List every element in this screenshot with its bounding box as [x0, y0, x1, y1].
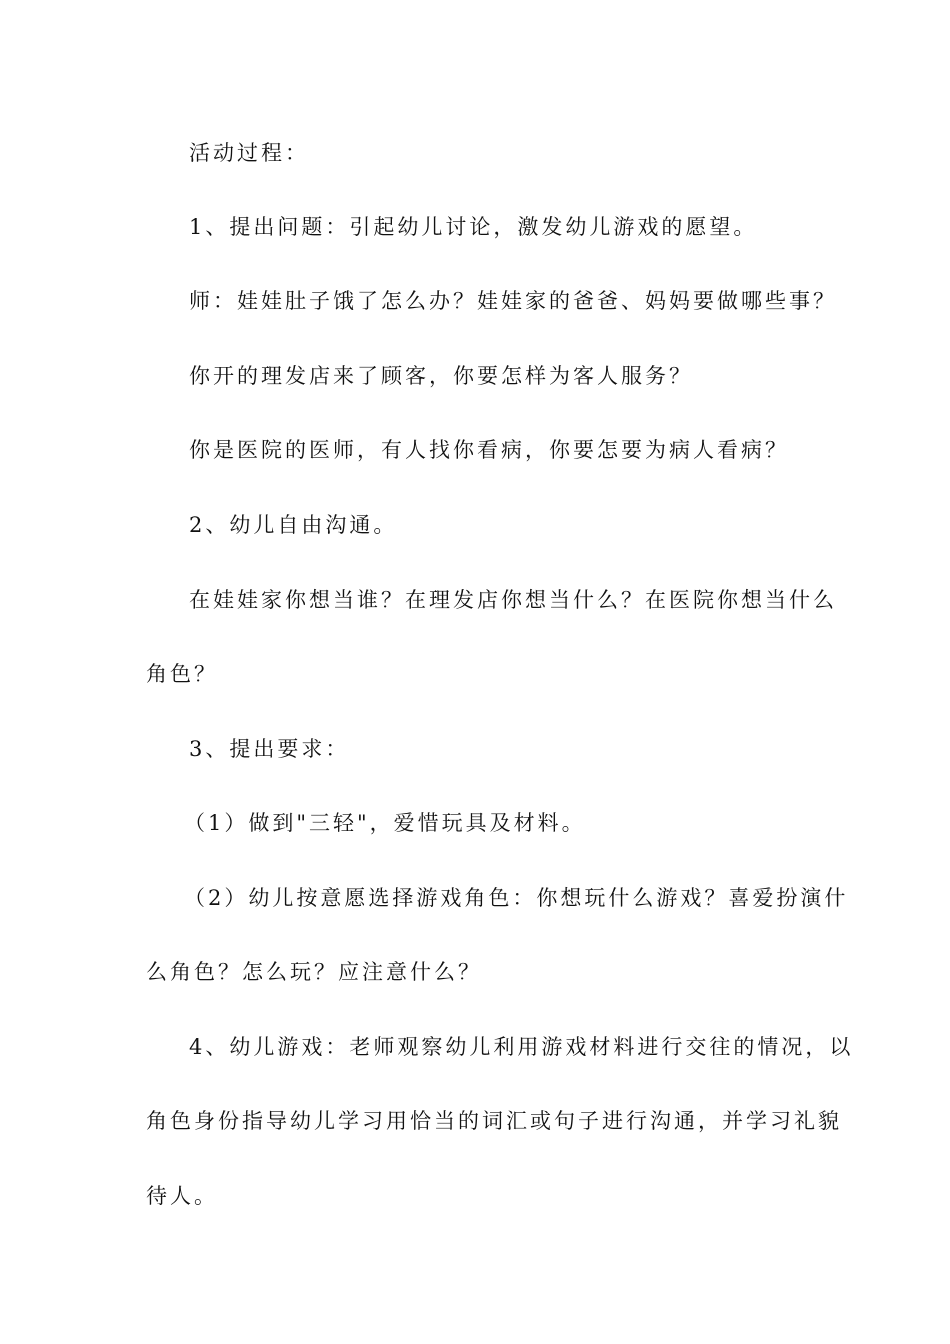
step-1-line: 1、提出问题：引起幼儿讨论，激发幼儿游戏的愿望。	[189, 215, 758, 239]
paragraph-line: 么角色？怎么玩？应注意什么？	[146, 960, 482, 984]
paragraph-line: 在娃娃家你想当谁？在理发店你想当什么？在医院你想当什么	[189, 588, 837, 612]
paragraph-line: 角色身份指导幼儿学习用恰当的词汇或句子进行沟通，并学习礼貌	[146, 1109, 842, 1133]
list-item: （1）做到"三轻"，爱惜玩具及材料。	[184, 811, 586, 835]
step-2-line: 2、幼儿自由沟通。	[189, 513, 398, 537]
paragraph-line: 师：娃娃肚子饿了怎么办？娃娃家的爸爸、妈妈要做哪些事？	[189, 289, 837, 313]
paragraph-line: 你是医院的医师，有人找你看病，你要怎要为病人看病？	[189, 438, 789, 462]
list-item: （2）幼儿按意愿选择游戏角色：你想玩什么游戏？喜爱扮演什	[184, 886, 849, 910]
step-4-line: 4、幼儿游戏：老师观察幼儿利用游戏材料进行交往的情况，以	[189, 1035, 854, 1059]
step-3-line: 3、提出要求：	[189, 737, 350, 761]
paragraph-line: 待人。	[146, 1184, 218, 1208]
paragraph-line: 你开的理发店来了顾客，你要怎样为客人服务？	[189, 364, 693, 388]
paragraph-line: 角色？	[146, 662, 218, 686]
section-heading: 活动过程：	[189, 141, 309, 165]
